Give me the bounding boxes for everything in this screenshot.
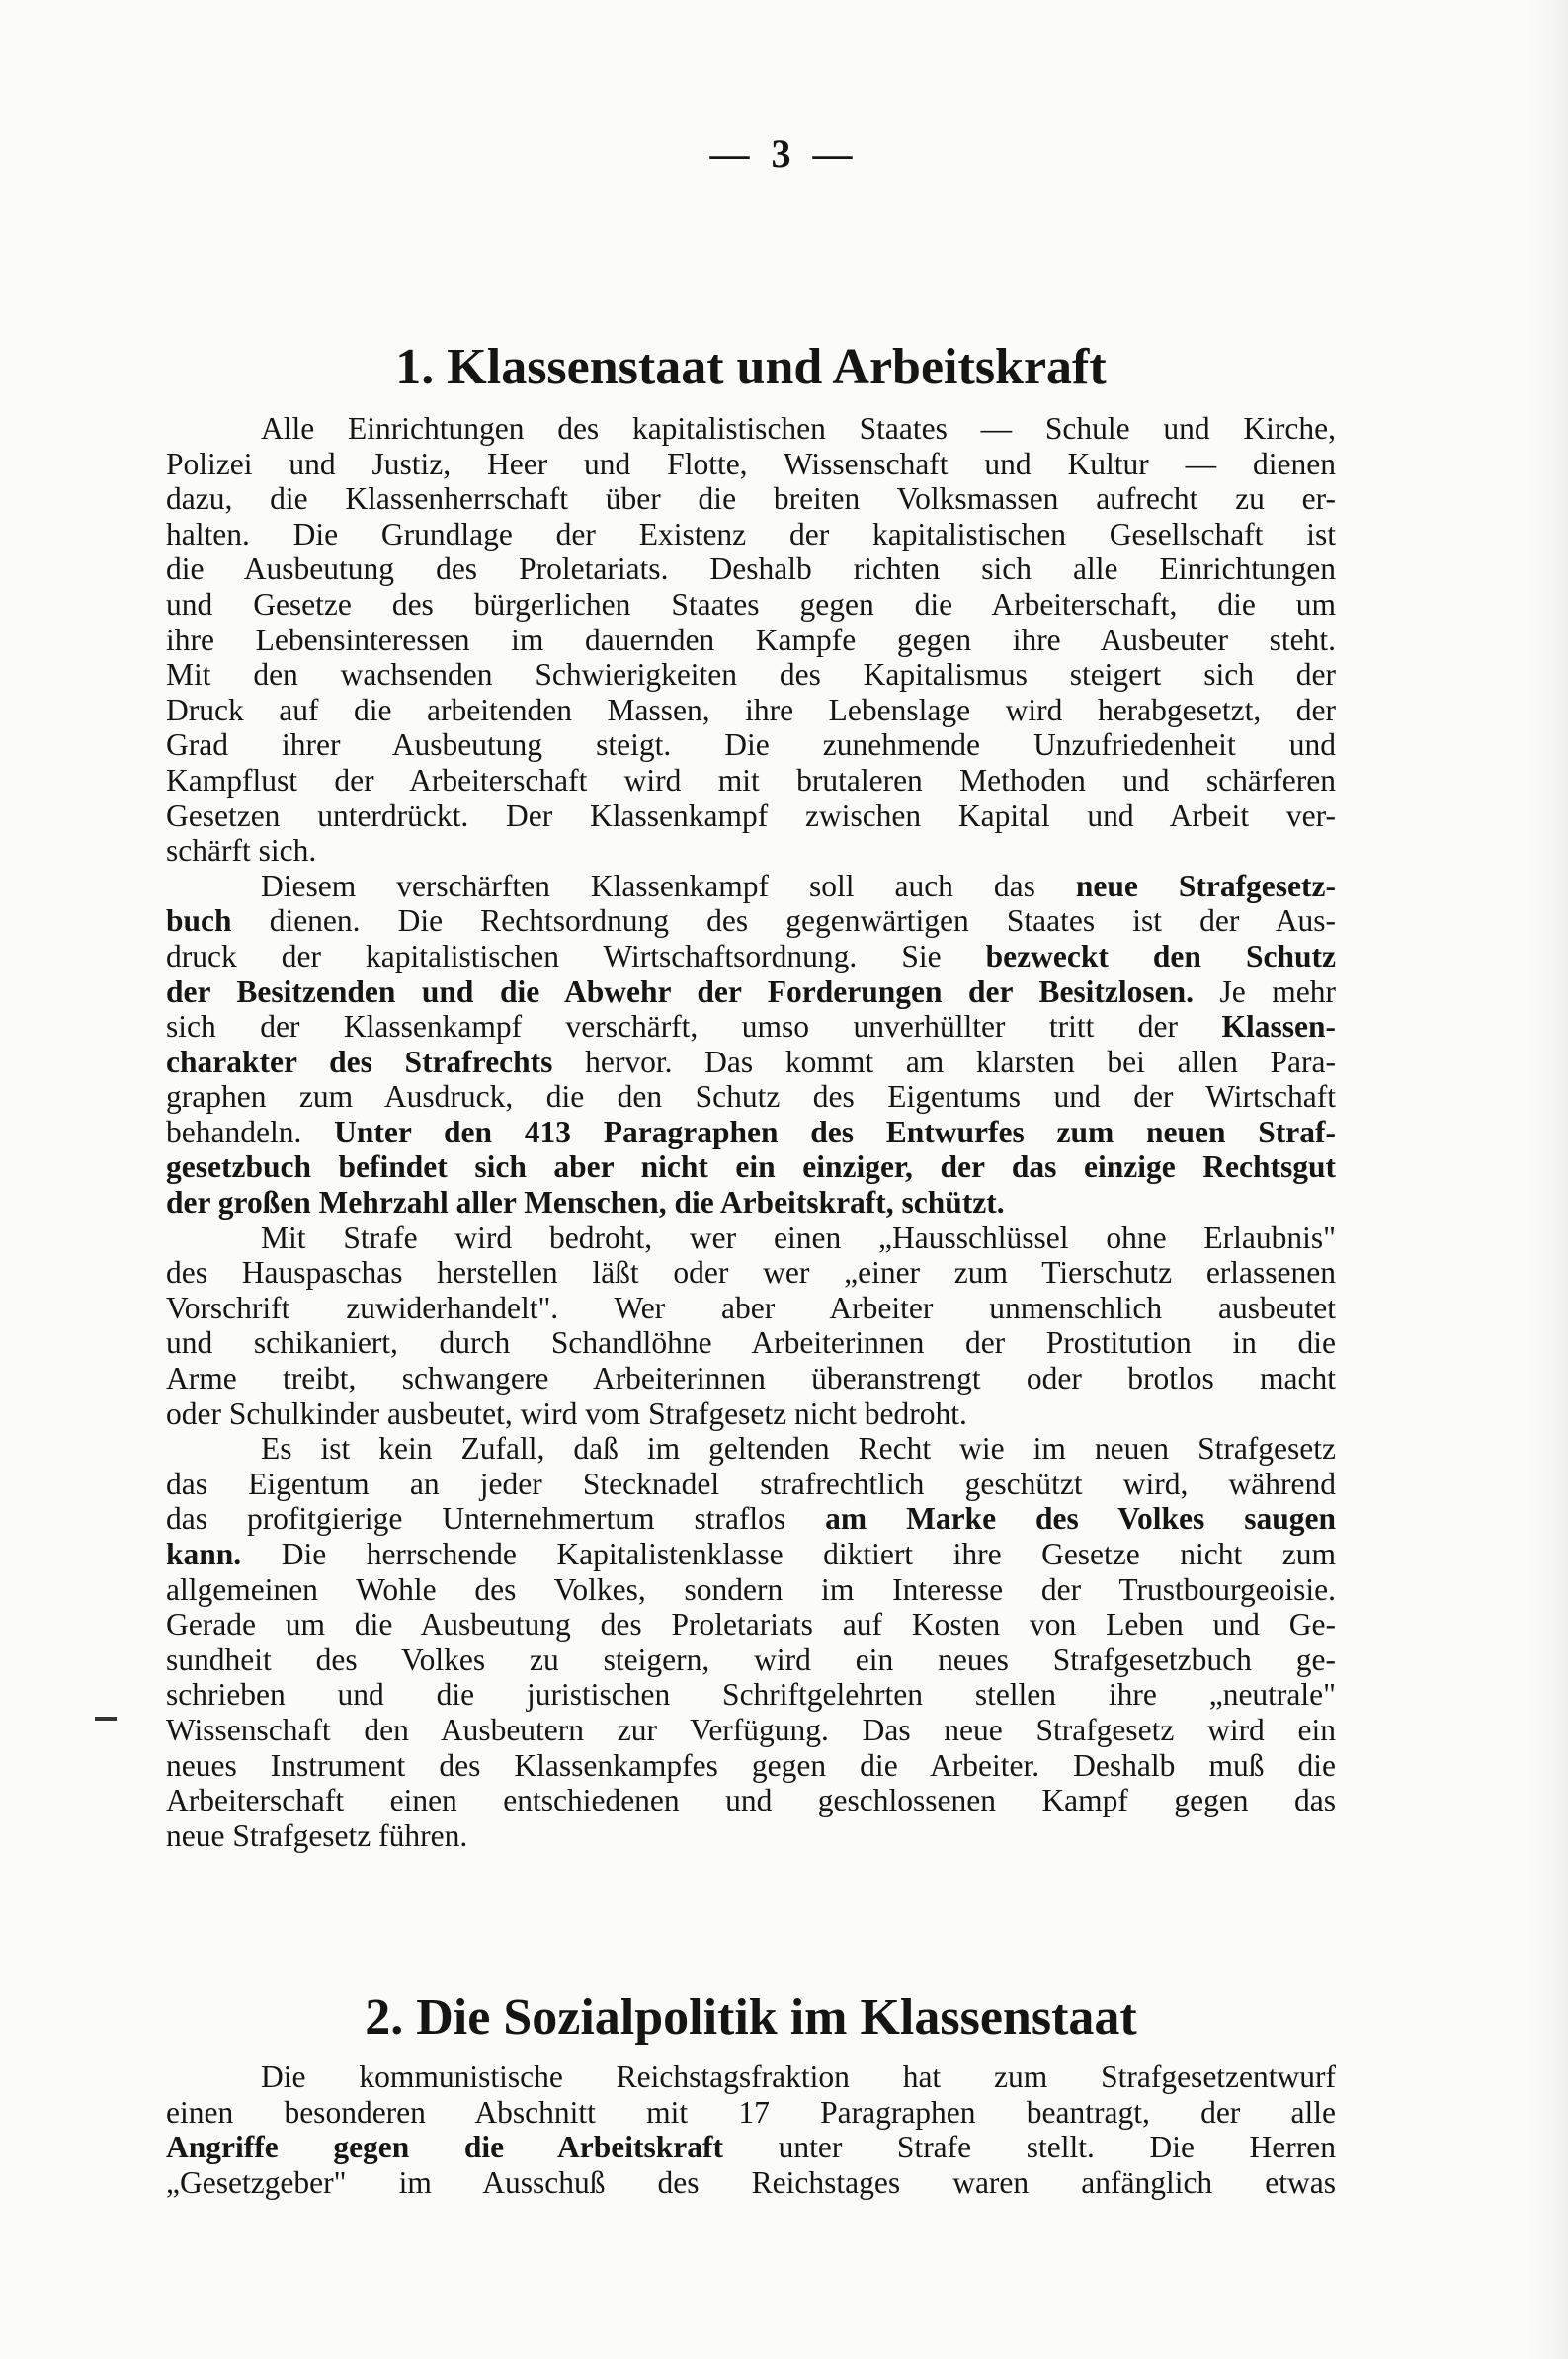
text-line bbox=[166, 1115, 1336, 1150]
text-run: schrieben und die juristischen Schriftgelehrten stellen ihre „neutrale" bbox=[166, 1677, 1336, 1713]
text-line bbox=[166, 2130, 1336, 2165]
text-run: Die herrschende Kapitalistenklasse diktiert ihre Gesetze nicht zum bbox=[241, 1537, 1336, 1571]
bold-text: buch bbox=[166, 903, 232, 939]
text-run: unter Strafe stellt. Die Herren bbox=[722, 2130, 1336, 2165]
section-1-body bbox=[166, 411, 1336, 1853]
text-run: Gerade um die Ausbeutung des Proletariats auf Kosten von Leben und Ge- bbox=[166, 1607, 1336, 1643]
bold-text: Angriffe gegen die Arbeitskraft bbox=[166, 2130, 723, 2165]
text-line bbox=[166, 657, 1336, 693]
bold-text: gesetzbuch befindet sich aber nicht ein einziger, der das einzige Rechtsgut bbox=[166, 1149, 1336, 1185]
section-2-heading: 2. Die Sozialpolitik im Klassenstaat bbox=[365, 1989, 1137, 2046]
text-line bbox=[166, 1325, 1336, 1361]
page-number: — 3 — bbox=[709, 131, 859, 176]
text-line bbox=[166, 1291, 1336, 1326]
margin-mark bbox=[95, 1717, 117, 1721]
bold-text: kann. bbox=[166, 1537, 242, 1571]
text-run: oder Schulkinder ausbeutet, wird vom Strafgesetz nicht bedroht. bbox=[166, 1395, 967, 1431]
scan-edge-shading bbox=[1528, 0, 1568, 2359]
text-run: Je mehr bbox=[1194, 973, 1336, 1009]
text-run: Mit den wachsenden Schwierigkeiten des Kapitalismus steigert sich der bbox=[166, 657, 1336, 693]
text-run: Polizei und Justiz, Heer und Flotte, Wissenschaft und Kultur — dienen bbox=[166, 446, 1336, 481]
text-line bbox=[166, 1396, 1336, 1432]
text-line bbox=[166, 1607, 1336, 1643]
text-run: schärft sich. bbox=[166, 833, 317, 869]
text-run: Alle Einrichtungen des kapitalistischen Staates — Schule und Kirche, bbox=[261, 411, 1336, 446]
text-line bbox=[166, 2060, 1336, 2095]
text-line bbox=[166, 1149, 1336, 1185]
text-line bbox=[166, 1361, 1336, 1396]
text-run: dienen. Die Rechtsordnung des gegenwärtigen Staates ist der Aus- bbox=[231, 903, 1336, 939]
text-run: hervor. Das kommt am klarsten bei allen Para- bbox=[552, 1044, 1336, 1079]
text-line bbox=[166, 1677, 1336, 1713]
text-line bbox=[166, 1009, 1336, 1045]
text-run: dazu, die Klassenherrschaft über die breiten Volksmassen aufrecht zu er- bbox=[166, 481, 1336, 517]
text-run: behandeln. bbox=[166, 1114, 335, 1149]
text-run: Gesetzen unterdrückt. Der Klassenkampf zwischen Kapital und Arbeit ver- bbox=[166, 798, 1336, 833]
text-run: Diesem verschärften Klassenkampf soll auch das bbox=[261, 868, 1076, 903]
bold-text: bezweckt den Schutz bbox=[985, 938, 1336, 973]
text-run: Kampflust der Arbeiterschaft wird mit brutaleren Methoden und schärferen bbox=[166, 762, 1336, 798]
bold-text: der großen Mehrzahl aller Menschen, die Arbeitskraft, schützt. bbox=[166, 1185, 1005, 1221]
section-2 bbox=[166, 1986, 1336, 2200]
section-2-body bbox=[166, 2060, 1336, 2200]
text-line bbox=[166, 763, 1336, 799]
text-run: einen besonderen Abschnitt mit 17 Paragraphen beantragt, der alle bbox=[166, 2094, 1336, 2130]
text-line bbox=[166, 1045, 1336, 1080]
text-run: neues Instrument des Klassenkampfes gegen die Arbeiter. Deshalb muß die bbox=[166, 1747, 1336, 1783]
text-run: „Gesetzgeber" im Ausschuß des Reichstages waren anfänglich etwas bbox=[166, 2164, 1336, 2200]
text-line bbox=[166, 411, 1336, 447]
text-line bbox=[166, 903, 1336, 939]
text-line bbox=[166, 727, 1336, 763]
text-run: druck der kapitalistischen Wirtschaftsordnung. Sie bbox=[166, 938, 986, 973]
text-run: Arbeiterschaft einen entschiedenen und geschlossenen Kampf gegen das bbox=[166, 1783, 1336, 1818]
text-line bbox=[166, 869, 1336, 904]
text-run: ihre Lebensinteressen im dauernden Kampfe gegen ihre Ausbeuter steht. bbox=[166, 622, 1336, 657]
section-1-heading: 1. Klassenstaat und Arbeitskraft bbox=[395, 339, 1107, 395]
text-line bbox=[166, 1467, 1336, 1502]
text-run: sundheit des Volkes zu steigern, wird ein neues Strafgesetzbuch ge- bbox=[166, 1642, 1336, 1677]
text-line bbox=[166, 1079, 1336, 1115]
text-line bbox=[166, 551, 1336, 587]
text-line bbox=[166, 447, 1336, 482]
text-line bbox=[166, 1185, 1336, 1221]
text-run: halten. Die Grundlage der Existenz der kapitalistischen Gesellschaft ist bbox=[166, 516, 1336, 551]
text-line bbox=[166, 1255, 1336, 1291]
text-line bbox=[166, 1572, 1336, 1608]
text-line bbox=[166, 833, 1336, 869]
text-run: Es ist kein Zufall, daß im geltenden Recht wie im neuen Strafgesetz bbox=[261, 1431, 1336, 1467]
section-1 bbox=[166, 336, 1336, 1853]
text-run: Wissenschaft den Ausbeutern zur Verfügung. Das neue Strafgesetz wird ein bbox=[166, 1712, 1336, 1747]
text-line bbox=[166, 1783, 1336, 1818]
text-line bbox=[166, 1431, 1336, 1467]
text-run: das profitgierige Unternehmertum straflos bbox=[166, 1501, 826, 1537]
bold-text: charakter des Strafrechts bbox=[166, 1044, 553, 1079]
text-run: und Gesetze des bürgerlichen Staates gegen die Arbeiterschaft, die um bbox=[166, 586, 1336, 622]
text-run: Grad ihrer Ausbeutung steigt. Die zunehmende Unzufriedenheit und bbox=[166, 727, 1336, 763]
text-line bbox=[166, 799, 1336, 834]
bold-text: neue Strafgesetz- bbox=[1075, 868, 1336, 903]
bold-text: Klassen- bbox=[1221, 1009, 1336, 1045]
text-run: Druck auf die arbeitenden Massen, ihre Lebenslage wird herabgesetzt, der bbox=[166, 692, 1336, 727]
text-line bbox=[166, 1713, 1336, 1748]
text-run: Vorschrift zuwiderhandelt". Wer aber Arbeiter unmenschlich ausbeutet bbox=[166, 1290, 1336, 1325]
text-line bbox=[166, 517, 1336, 552]
text-line bbox=[166, 1748, 1336, 1784]
text-line bbox=[166, 1818, 1336, 1854]
text-line bbox=[166, 1221, 1336, 1256]
text-line bbox=[166, 1643, 1336, 1678]
text-run: graphen zum Ausdruck, die den Schutz des Eigentums und der Wirtschaft bbox=[166, 1079, 1336, 1115]
bold-text: Unter den 413 Paragraphen des Entwurfes zum neuen Straf- bbox=[334, 1114, 1336, 1149]
text-line bbox=[166, 693, 1336, 728]
text-run: das Eigentum an jeder Stecknadel strafrechtlich geschützt wird, während bbox=[166, 1466, 1336, 1501]
text-line bbox=[166, 1501, 1336, 1537]
text-run: Die kommunistische Reichstagsfraktion hat zum Strafgesetzentwurf bbox=[261, 2060, 1336, 2094]
text-run: Arme treibt, schwangere Arbeiterinnen überanstrengt oder brotlos macht bbox=[166, 1361, 1336, 1396]
text-run: Mit Strafe wird bedroht, wer einen „Hausschlüssel ohne Erlaubnis" bbox=[261, 1220, 1336, 1255]
text-run: und schikaniert, durch Schandlöhne Arbeiterinnen der Prostitution in die bbox=[166, 1325, 1336, 1361]
text-run: des Hauspaschas herstellen läßt oder wer „einer zum Tierschutz erlassenen bbox=[166, 1255, 1336, 1291]
bold-text: am Marke des Volkes saugen bbox=[825, 1501, 1336, 1537]
text-line bbox=[166, 481, 1336, 517]
text-line bbox=[166, 974, 1336, 1010]
text-line bbox=[166, 2165, 1336, 2201]
text-run: neue Strafgesetz führen. bbox=[166, 1817, 468, 1853]
text-line bbox=[166, 1537, 1336, 1572]
text-line bbox=[166, 623, 1336, 658]
text-run: sich der Klassenkampf verschärft, umso unverhüllter tritt der bbox=[166, 1009, 1222, 1045]
bold-text: der Besitzenden und die Abwehr der Forderungen der Besitzlosen. bbox=[166, 973, 1195, 1009]
text-run: allgemeinen Wohle des Volkes, sondern im Interesse der Trustbourgeoisie. bbox=[166, 1571, 1336, 1607]
text-line bbox=[166, 939, 1336, 974]
text-line bbox=[166, 2095, 1336, 2131]
text-run: die Ausbeutung des Proletariats. Deshalb richten sich alle Einrichtungen bbox=[166, 551, 1336, 587]
text-line bbox=[166, 587, 1336, 623]
